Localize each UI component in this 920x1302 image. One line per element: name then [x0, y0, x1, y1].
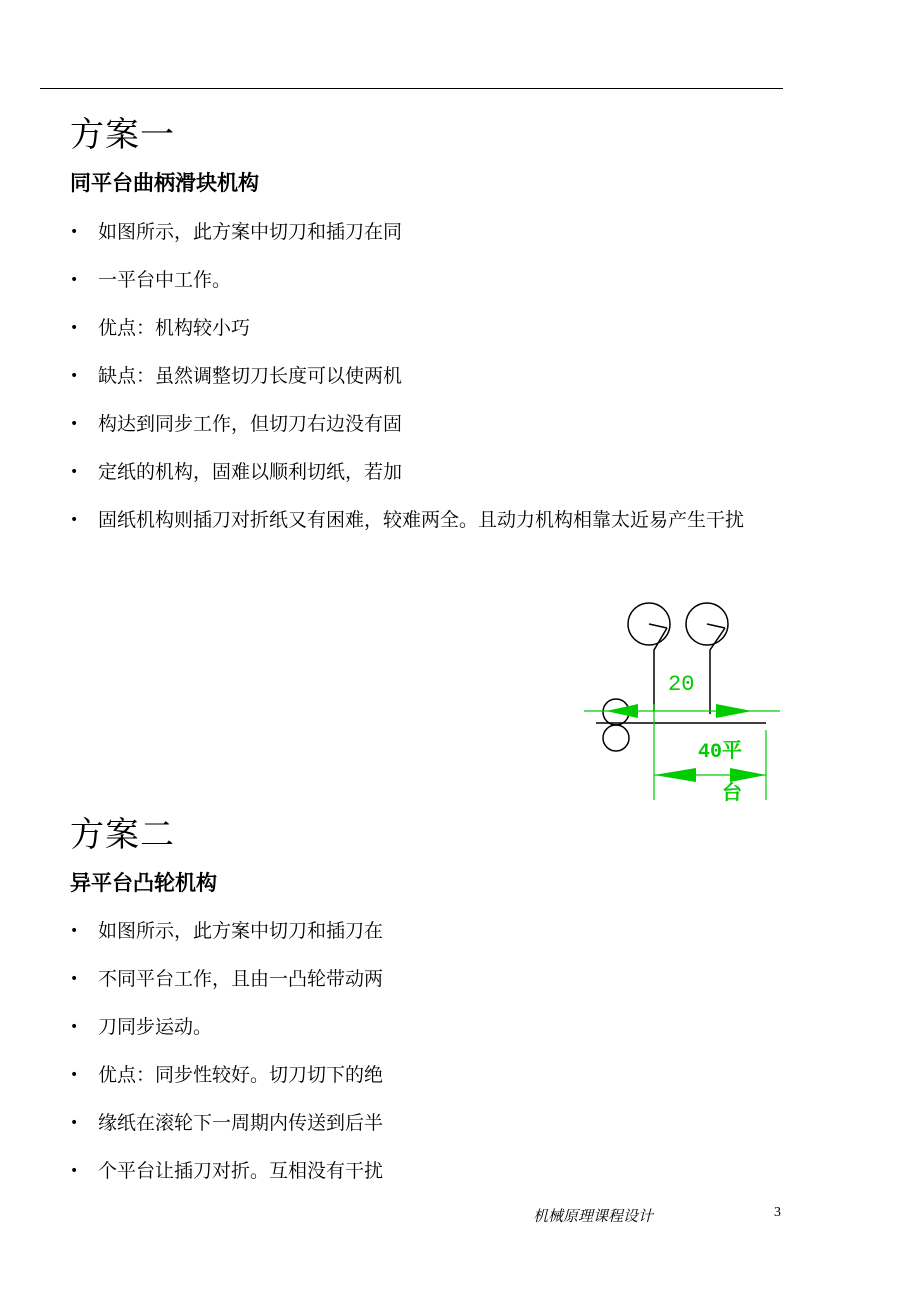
bullet-icon: • — [70, 224, 79, 240]
bullet-icon: • — [70, 971, 79, 987]
bullet-icon: • — [70, 1115, 79, 1131]
arrow-left-icon — [654, 768, 696, 782]
bullet-icon: • — [70, 464, 79, 480]
page-number: 3 — [774, 1205, 781, 1220]
section-2-bullet-list — [70, 907, 383, 1195]
list-item: • 优点：同步性较好。切刀切下的绝 — [70, 1051, 383, 1099]
arrow-right-icon — [716, 704, 752, 718]
list-item: • 优点：机构较小巧 — [70, 304, 788, 352]
list-item: • 缺点：虽然调整切刀长度可以使两机 — [70, 352, 788, 400]
bullet-icon: • — [70, 416, 79, 432]
header-rule — [40, 88, 783, 89]
cutter-knife — [654, 628, 667, 711]
arrow-left-icon — [606, 704, 638, 718]
feed-roller-bottom — [603, 725, 629, 751]
list-item: • 一平台中工作。 — [70, 256, 788, 304]
list-item: • 缘纸在滚轮下一周期内传送到后半 — [70, 1099, 383, 1147]
bullet-icon: • — [70, 512, 79, 528]
footer-title: 机械原理课程设计 — [533, 1207, 654, 1225]
bullet-icon: • — [70, 1067, 79, 1083]
mechanism-diagram — [580, 594, 780, 806]
bullet-icon: • — [70, 272, 79, 288]
section-1-title: 方案一 — [70, 115, 175, 155]
section-1-bullet-list — [70, 208, 788, 544]
bullet-icon: • — [70, 320, 79, 336]
list-item: • 构达到同步工作，但切刀右边没有固 — [70, 400, 788, 448]
section-2-subtitle: 异平台凸轮机构 — [70, 871, 217, 895]
list-item: • 刀同步运动。 — [70, 1003, 383, 1051]
bullet-icon: • — [70, 1163, 79, 1179]
insert-knife — [710, 628, 725, 714]
dimension-label-platform: 台 — [722, 783, 742, 806]
bullet-icon: • — [70, 368, 79, 384]
section-2-title: 方案二 — [70, 815, 175, 855]
list-item: • 固纸机构则插刀对折纸又有困难，较难两全。且动力机构相靠太近易产生干扰 — [70, 496, 788, 544]
list-item: • 如图所示，此方案中切刀和插刀在 — [70, 907, 383, 955]
list-item: • 不同平台工作，且由一凸轮带动两 — [70, 955, 383, 1003]
arrow-right-icon — [730, 768, 766, 782]
list-item: • 个平台让插刀对折。互相没有干扰 — [70, 1147, 383, 1195]
bullet-icon: • — [70, 923, 79, 939]
crank-line-left — [649, 624, 667, 628]
section-1-subtitle: 同平台曲柄滑块机构 — [70, 171, 259, 195]
list-item: • 如图所示，此方案中切刀和插刀在同 — [70, 208, 788, 256]
dimension-label-20: 20 — [668, 672, 695, 697]
list-item: • 定纸的机构，固难以顺利切纸，若加 — [70, 448, 788, 496]
dimension-label-40: 40平 — [698, 741, 743, 764]
bullet-icon: • — [70, 1019, 79, 1035]
crank-line-right — [707, 624, 725, 628]
